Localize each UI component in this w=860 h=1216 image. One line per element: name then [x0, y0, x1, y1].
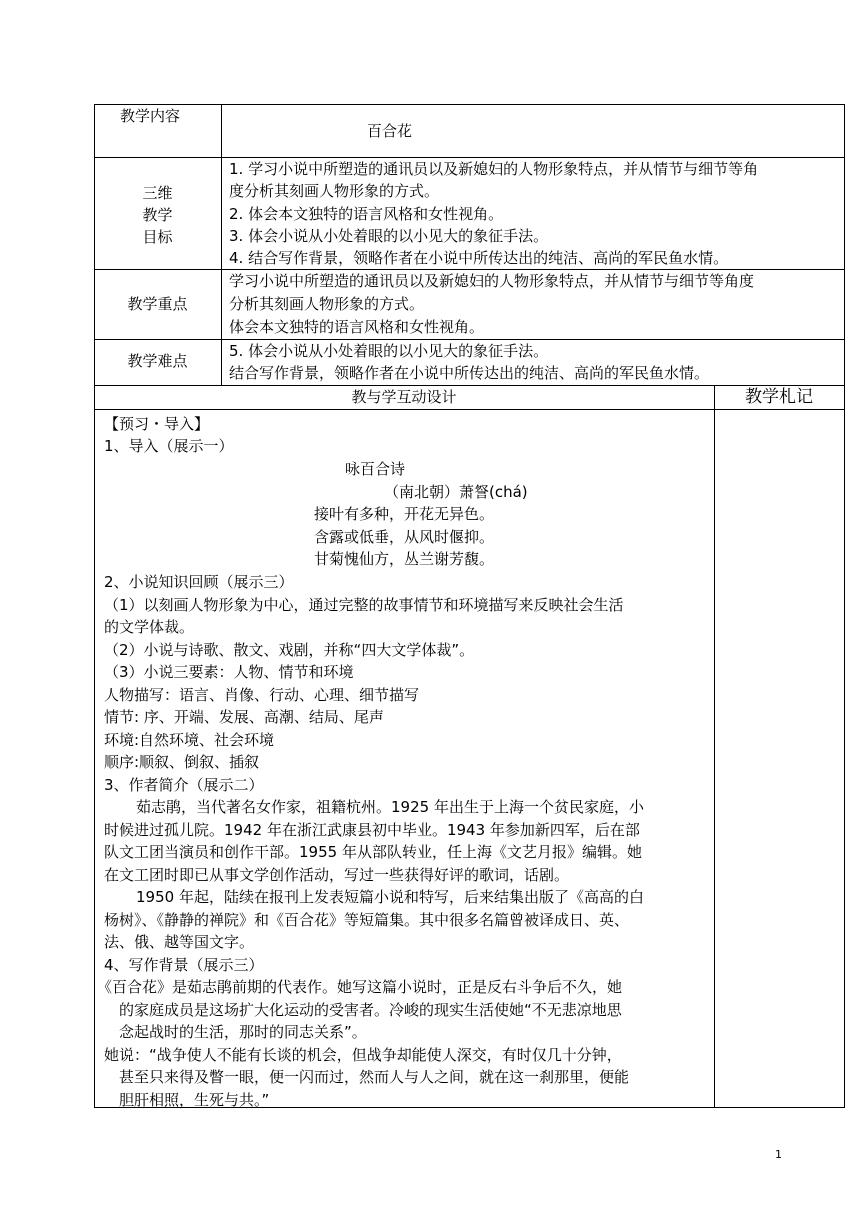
content-label: 教学内容: [120, 107, 181, 125]
table-border-right: [844, 104, 845, 1108]
difficulties-label: 教学难点: [127, 352, 188, 370]
author-line: 在文工团时即已从事文学创作活动，写过一些获得好评的歌词，话剧。: [104, 866, 570, 884]
difficulty-line: 5. 体会小说从小处着眼的以小见大的象征手法。: [229, 342, 549, 360]
notes-header: 教学札记: [745, 387, 813, 407]
key-point-line: 学习小说中所塑造的通讯员以及新媳妇的人物形象特点，并从情节与细节等角度: [229, 272, 755, 290]
objectives-label-line: 三维: [142, 184, 173, 202]
novel-line: 人物描写：语言、肖像、行动、心理、细节描写: [104, 686, 420, 704]
table-border-left: [94, 104, 95, 1108]
objective-line: 度分析其刻画人物形象的方式。: [229, 182, 440, 200]
key-point-line: 体会本文独特的语言风格和女性视角。: [229, 318, 485, 336]
novel-line: （1）以刻画人物形象为中心，通过完整的故事情节和环境描写来反映社会生活: [104, 596, 624, 614]
lesson-title: 百合花: [367, 122, 413, 140]
author-line: 时候进过孤儿院。1942 年在浙江武康县初中毕业。1943 年参加新四军，后在部: [104, 821, 640, 839]
objective-line: 2. 体会本文独特的语言风格和女性视角。: [229, 205, 504, 223]
novel-line: 的文学体裁。: [104, 618, 195, 636]
objectives-label-line: 教学: [142, 206, 173, 224]
section-title: 【预习・导入】: [104, 415, 210, 433]
author-heading: 3、作者简介（展示二）: [104, 776, 264, 794]
novel-heading: 2、小说知识回顾（展示三）: [104, 573, 294, 591]
background-line: 她说：“战争使人不能有长谈的机会，但战争却能使人深交，有时仅几十分钟，: [104, 1046, 622, 1064]
poem-line: 接叶有多种，开花无异色。: [314, 505, 495, 523]
author-line: 杨树》、《静静的禅院》和《百合花》等短篇集。其中很多名篇曾被译成日、英、: [104, 911, 630, 929]
novel-line: 环境:自然环境、社会环境: [104, 731, 275, 749]
key-point-line: 分析其刻画人物形象的方式。: [229, 295, 425, 313]
intro-heading: 1、导入（展示一）: [104, 437, 234, 455]
novel-line: （2）小说与诗歌、散文、戏剧，并称“四大文学体裁”。: [104, 641, 475, 659]
novel-line: （3）小说三要素：人物、情节和环境: [104, 663, 354, 681]
novel-line: 顺序:顺叙、倒叙、插叙: [104, 753, 260, 771]
objective-line: 1. 学习小说中所塑造的通讯员以及新媳妇的人物形象特点，并从情节与细节等角: [229, 160, 759, 178]
page-number: 1: [775, 1148, 782, 1161]
background-line: 胆肝相照，生死与共。”: [119, 1091, 270, 1109]
difficulty-line: 结合写作背景，领略作者在小说中所传达出的纯洁、高尚的军民鱼水情。: [229, 364, 710, 382]
objectives-label-line: 目标: [142, 228, 173, 246]
objective-line: 4. 结合写作背景，领略作者在小说中所传达出的纯洁、高尚的军民鱼水情。: [229, 249, 729, 267]
author-line: 1950 年起，陆续在报刊上发表短篇小说和特写，后来结集出版了《高高的白: [136, 888, 644, 906]
table-notes-divider: [714, 385, 715, 1108]
background-line: 的家庭成员是这场扩大化运动的受害者。冷峻的现实生活使她“不无悲凉地思: [119, 1001, 622, 1019]
poem-line: 甘菊愧仙方，丛兰谢芳馥。: [314, 550, 495, 568]
poem-title: 咏百合诗: [345, 460, 406, 478]
objective-line: 3. 体会小说从小处着眼的以小见大的象征手法。: [229, 227, 549, 245]
background-line: 念起战时的生活，那时的同志关系”。: [119, 1023, 367, 1041]
author-line: 茹志鹃，当代著名女作家，祖籍杭州。1925 年出生于上海一个贫民家庭，小: [136, 798, 644, 816]
key-points-label: 教学重点: [127, 295, 188, 313]
author-line: 法、俄、越等国文字。: [104, 933, 255, 951]
background-line: 甚至只来得及瞥一眼，便一闪而过，然而人与人之间，就在这一刹那里，便能: [119, 1068, 630, 1086]
novel-line: 情节: 序、开端、发展、高潮、结局、尾声: [104, 708, 384, 726]
background-line: 《百合花》是茹志鹃前期的代表作。她写这篇小说时，正是反右斗争后不久，她: [97, 978, 623, 996]
table-rule-5: [94, 409, 845, 410]
poem-author: （南北朝）萧詧(chá): [384, 483, 528, 501]
table-border-top: [94, 104, 845, 105]
author-line: 队文工团当演员和创作干部。1955 年从部队转业，任上海《文艺月报》编辑。她: [104, 843, 642, 861]
poem-line: 含露或低垂，从风时偃抑。: [314, 528, 495, 546]
background-heading: 4、写作背景（展示三）: [104, 956, 264, 974]
design-header: 教与学互动设计: [351, 388, 457, 406]
table-label-divider: [221, 104, 222, 386]
